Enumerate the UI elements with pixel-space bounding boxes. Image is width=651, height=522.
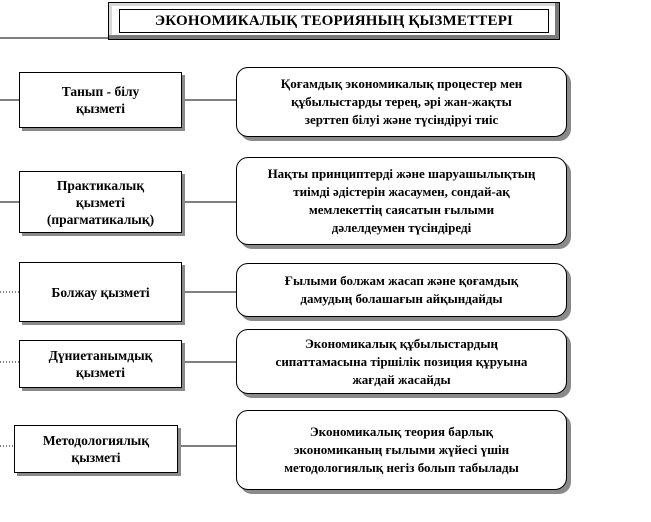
function-name-practical: Практикалық қызметі (прагматикалық) (19, 171, 182, 233)
function-description-worldview: Экономикалық құбылыстардың сипаттамасына тіршілік позиция құруына жағдай жасайды (236, 329, 567, 394)
function-name-forecasting: Болжау қызметі (19, 262, 182, 322)
function-description-practical: Нақты принциптерді және шаруашылықтың тиімді әдістерін жасаумен, сондай-ақ мемлекеттің саясатын ғылыми дәлелдеумен түсіндіреді (236, 157, 567, 245)
diagram-title: ЭКОНОМИКАЛЫҚ ТЕОРИЯНЫҢ ҚЫЗМЕТТЕРІ (119, 9, 549, 33)
function-description-forecasting: Ғылыми болжам жасап және қоғамдық дамудың болашағын айқындайды (236, 263, 567, 317)
title-box (108, 2, 560, 40)
function-description-methodological: Экономикалық теория барлық экономиканың ғылыми жүйесі үшін методологиялық негіз болып табылады (236, 410, 567, 490)
function-name-cognitive: Танып - білу қызметі (19, 72, 182, 128)
function-description-cognitive: Қоғамдық экономикалық процестер мен құбылыстарды терең, әрі жан-жақты зерттеп білуі және түсіндіруі тиіс (236, 67, 567, 137)
function-name-methodological: Методологиялық қызметі (14, 425, 178, 473)
function-name-worldview: Дүниетанымдық қызметі (19, 340, 182, 388)
